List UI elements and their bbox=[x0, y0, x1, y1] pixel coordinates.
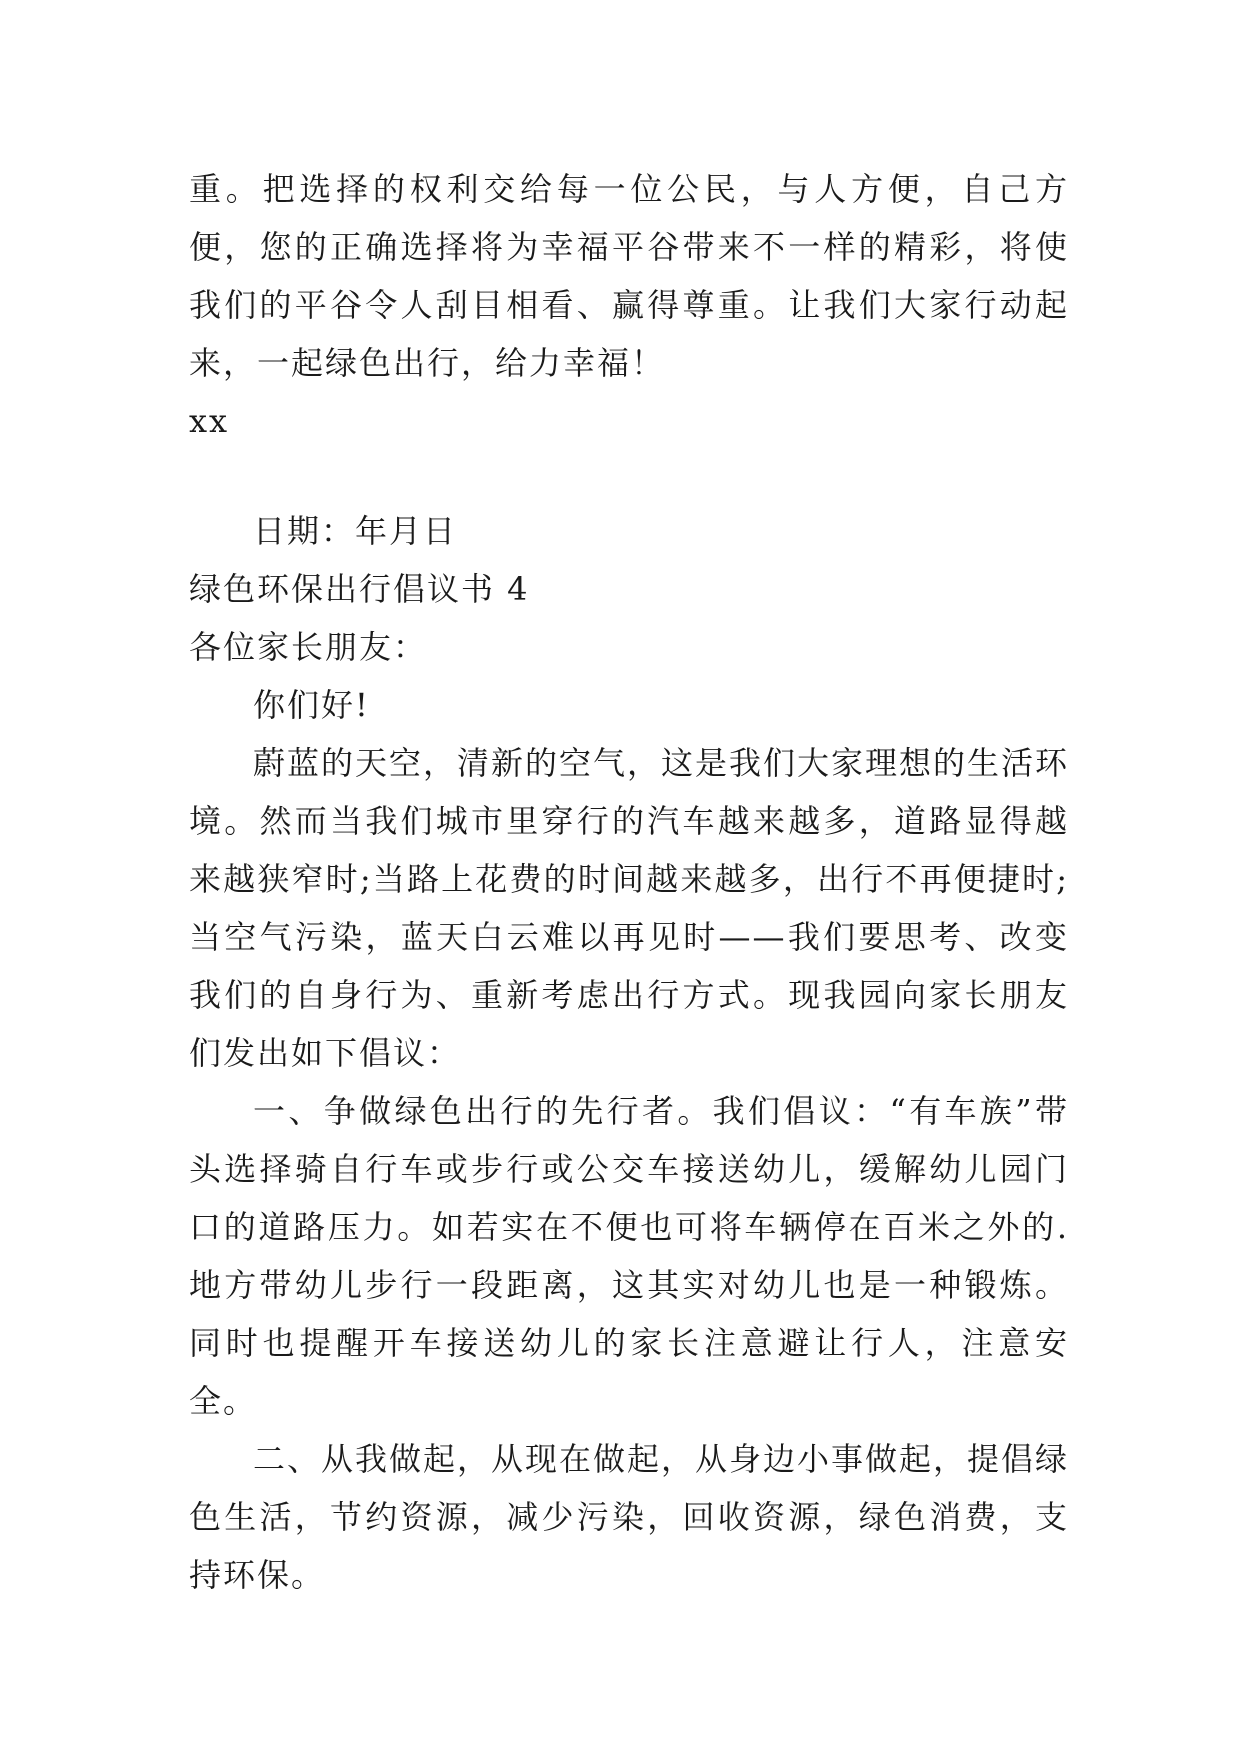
date-line: 日期：年月日 bbox=[253, 512, 458, 550]
body-paragraph: 蔚蓝的天空，清新的空气，这是我们大家理想的生活环境。然而当我们城市里穿行的汽车越来越多，道路显得越来越狭窄时;当路上花费的时间越来越多，出行不再便捷时;当空气污染，蓝天白云难以再见时——我们要思考、改变我们的自身行为、重新考虑出行方式。现我园向家长朋友们发出如下倡议： bbox=[189, 744, 1070, 1072]
continuation-paragraph: 重。把选择的权利交给每一位公民，与人方便，自己方便，您的正确选择将为幸福平谷带来不一样的精彩，将使我们的平谷令人刮目相看、赢得尊重。让我们大家行动起来，一起绿色出行，给力幸福！ bbox=[189, 170, 1069, 382]
greeting: 你们好! bbox=[253, 686, 370, 724]
document-body bbox=[189, 160, 1069, 1604]
signature: xx bbox=[189, 402, 230, 440]
proposal-two: 二、从我做起，从现在做起，从身边小事做起，提倡绿色生活，节约资源，减少污染，回收资源，绿色消费，支持环保。 bbox=[189, 1440, 1070, 1594]
document-title: 绿色环保出行倡议书 4 bbox=[189, 570, 530, 608]
salutation: 各位家长朋友： bbox=[189, 628, 428, 666]
proposal-one: 一、争做绿色出行的先行者。我们倡议：“有车族”带头选择骑自行车或步行或公交车接送幼儿，缓解幼儿园门口的道路压力。如若实在不便也可将车辆停在百米之外的.地方带幼儿步行一段距离，这其实对幼儿也是一种锻炼。同时也提醒开车接送幼儿的家长注意避让行人，注意安全。 bbox=[189, 1092, 1069, 1420]
